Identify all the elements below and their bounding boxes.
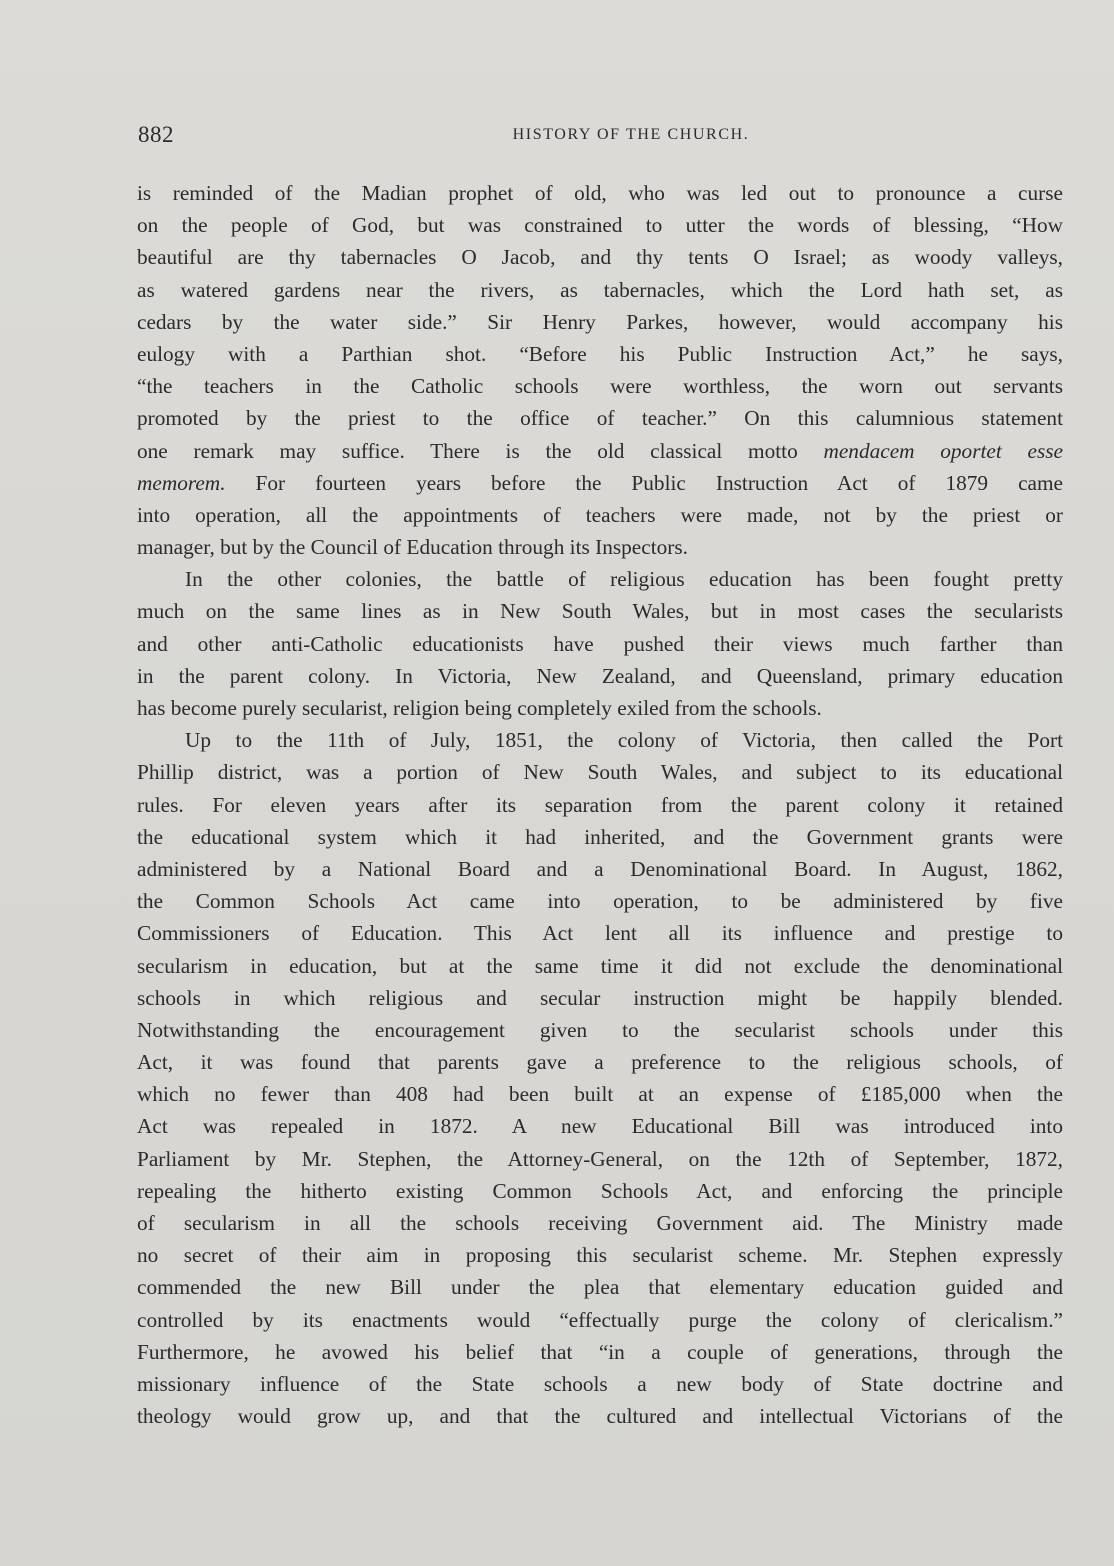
text-line: [137, 821, 1063, 853]
line-text: one remark may suffice. There is the old classical motto: [137, 438, 824, 463]
text-line: [137, 885, 1063, 917]
line-text: promoted by the priest to the office of teacher.” On this calumnious statement: [137, 406, 1063, 431]
text-line: [137, 531, 1063, 563]
text-line: [137, 402, 1063, 434]
line-text: eulogy with a Parthian shot. “Before his Public Instruction Act,” he says,: [137, 341, 1063, 366]
text-line: [137, 756, 1063, 788]
text-line: [137, 789, 1063, 821]
line-text: schools in which religious and secular instruction might be happily blended.: [137, 985, 1063, 1010]
text-line: [137, 853, 1063, 885]
line-text: administered by a National Board and a Denominational Board. In August, 1862,: [137, 856, 1063, 881]
text-line: [137, 917, 1063, 949]
text-line: [137, 1046, 1063, 1078]
line-text: rules. For eleven years after its separation from the parent colony it retained: [137, 792, 1063, 817]
text-line: [137, 306, 1063, 338]
line-text: much on the same lines as in New South Wales, but in most cases the secularists: [137, 599, 1063, 624]
text-line: [137, 1400, 1063, 1432]
text-line: [137, 435, 1063, 467]
text-line: [137, 1014, 1063, 1046]
italic-phrase: memorem.: [137, 470, 226, 495]
text-line: [137, 563, 1063, 595]
text-line: [137, 1175, 1063, 1207]
line-text: manager, but by the Council of Education through its Inspectors.: [137, 535, 688, 560]
text-line: [137, 1110, 1063, 1142]
text-line: [137, 628, 1063, 660]
line-text: in the parent colony. In Victoria, New Zealand, and Queensland, primary education: [137, 663, 1063, 688]
line-text: secularism in education, but at the same time it did not exclude the denominational: [137, 953, 1063, 978]
line-text: controlled by its enactments would “effectually purge the colony of clericalism.”: [137, 1307, 1063, 1332]
text-line: [137, 274, 1063, 306]
text-line: [137, 499, 1063, 531]
text-line: [137, 1368, 1063, 1400]
text-line: [137, 1239, 1063, 1271]
text-line: [137, 1304, 1063, 1336]
text-line: [137, 338, 1063, 370]
line-text: Act was repealed in 1872. A new Educational Bill was introduced into: [137, 1114, 1063, 1139]
line-text: Parliament by Mr. Stephen, the Attorney-General, on the 12th of September, 1872,: [137, 1146, 1063, 1171]
line-text: In the other colonies, the battle of religious education has been fought pretty: [185, 567, 1063, 592]
page-number: 882: [138, 122, 174, 147]
text-line: [137, 660, 1063, 692]
line-text: For fourteen years before the Public Instruction Act of 1879 came: [225, 470, 1063, 495]
text-line: [137, 692, 1063, 724]
text-line: [137, 467, 1063, 499]
line-text: as watered gardens near the rivers, as tabernacles, which the Lord hath set, as: [137, 277, 1063, 302]
text-line: [137, 1143, 1063, 1175]
text-line: [137, 1207, 1063, 1239]
line-text: no secret of their aim in proposing this secularist scheme. Mr. Stephen expressly: [137, 1243, 1063, 1268]
line-text: beautiful are thy tabernacles O Jacob, and thy tents O Israel; as woody valleys,: [137, 245, 1063, 270]
line-text: has become purely secularist, religion being completely exiled from the schools.: [137, 696, 822, 720]
line-text: Phillip district, was a portion of New South Wales, and subject to its educational: [137, 760, 1063, 785]
line-text: commended the new Bill under the plea that elementary education guided and: [137, 1275, 1063, 1300]
text-line: [137, 1078, 1063, 1110]
line-text: is reminded of the Madian prophet of old, who was led out to pronounce a curse: [137, 181, 1063, 205]
line-text: which no fewer than 408 had been built at an expense of £185,000 when the: [137, 1082, 1063, 1107]
line-text: Up to the 11th of July, 1851, the colony of Victoria, then called the Port: [185, 728, 1063, 753]
text-line: [137, 370, 1063, 402]
text-line: [137, 724, 1063, 756]
body-text: [137, 177, 1063, 1432]
text-line: [137, 209, 1063, 241]
line-text: and other anti-Catholic educationists have pushed their views much farther than: [137, 631, 1063, 656]
line-text: of secularism in all the schools receiving Government aid. The Ministry made: [137, 1211, 1063, 1235]
line-text: Furthermore, he avowed his belief that “in a couple of generations, through the: [137, 1339, 1063, 1364]
line-text: on the people of God, but was constrained to utter the words of blessing, “How: [137, 213, 1063, 238]
line-text: Commissioners of Education. This Act lent all its influence and prestige to: [137, 921, 1063, 946]
text-line: [137, 950, 1063, 982]
text-line: [137, 1271, 1063, 1303]
text-line: [137, 595, 1063, 627]
text-line: [137, 177, 1063, 209]
line-text: Notwithstanding the encouragement given to the secularist schools under this: [137, 1017, 1063, 1042]
running-title: HISTORY OF THE CHURCH.: [512, 126, 750, 143]
text-line: [137, 241, 1063, 273]
running-head: [138, 122, 1064, 152]
line-text: theology would grow up, and that the cultured and intellectual Victorians of the: [137, 1404, 1063, 1429]
line-text: the educational system which it had inherited, and the Government grants were: [137, 824, 1063, 849]
line-text: repealing the hitherto existing Common Schools Act, and enforcing the principle: [137, 1178, 1063, 1203]
text-line: [137, 1336, 1063, 1368]
line-text: into operation, all the appointments of teachers were made, not by the priest or: [137, 502, 1063, 527]
line-text: “the teachers in the Catholic schools were worthless, the worn out servants: [137, 374, 1063, 399]
italic-phrase: mendacem oportet esse: [823, 438, 1063, 463]
line-text: the Common Schools Act came into operation, to be administered by five: [137, 889, 1063, 914]
line-text: cedars by the water side.” Sir Henry Parkes, however, would accompany his: [137, 309, 1063, 334]
line-text: Act, it was found that parents gave a preference to the religious schools, of: [137, 1050, 1063, 1075]
text-line: [137, 982, 1063, 1014]
line-text: missionary influence of the State schools a new body of State doctrine and: [137, 1371, 1063, 1396]
